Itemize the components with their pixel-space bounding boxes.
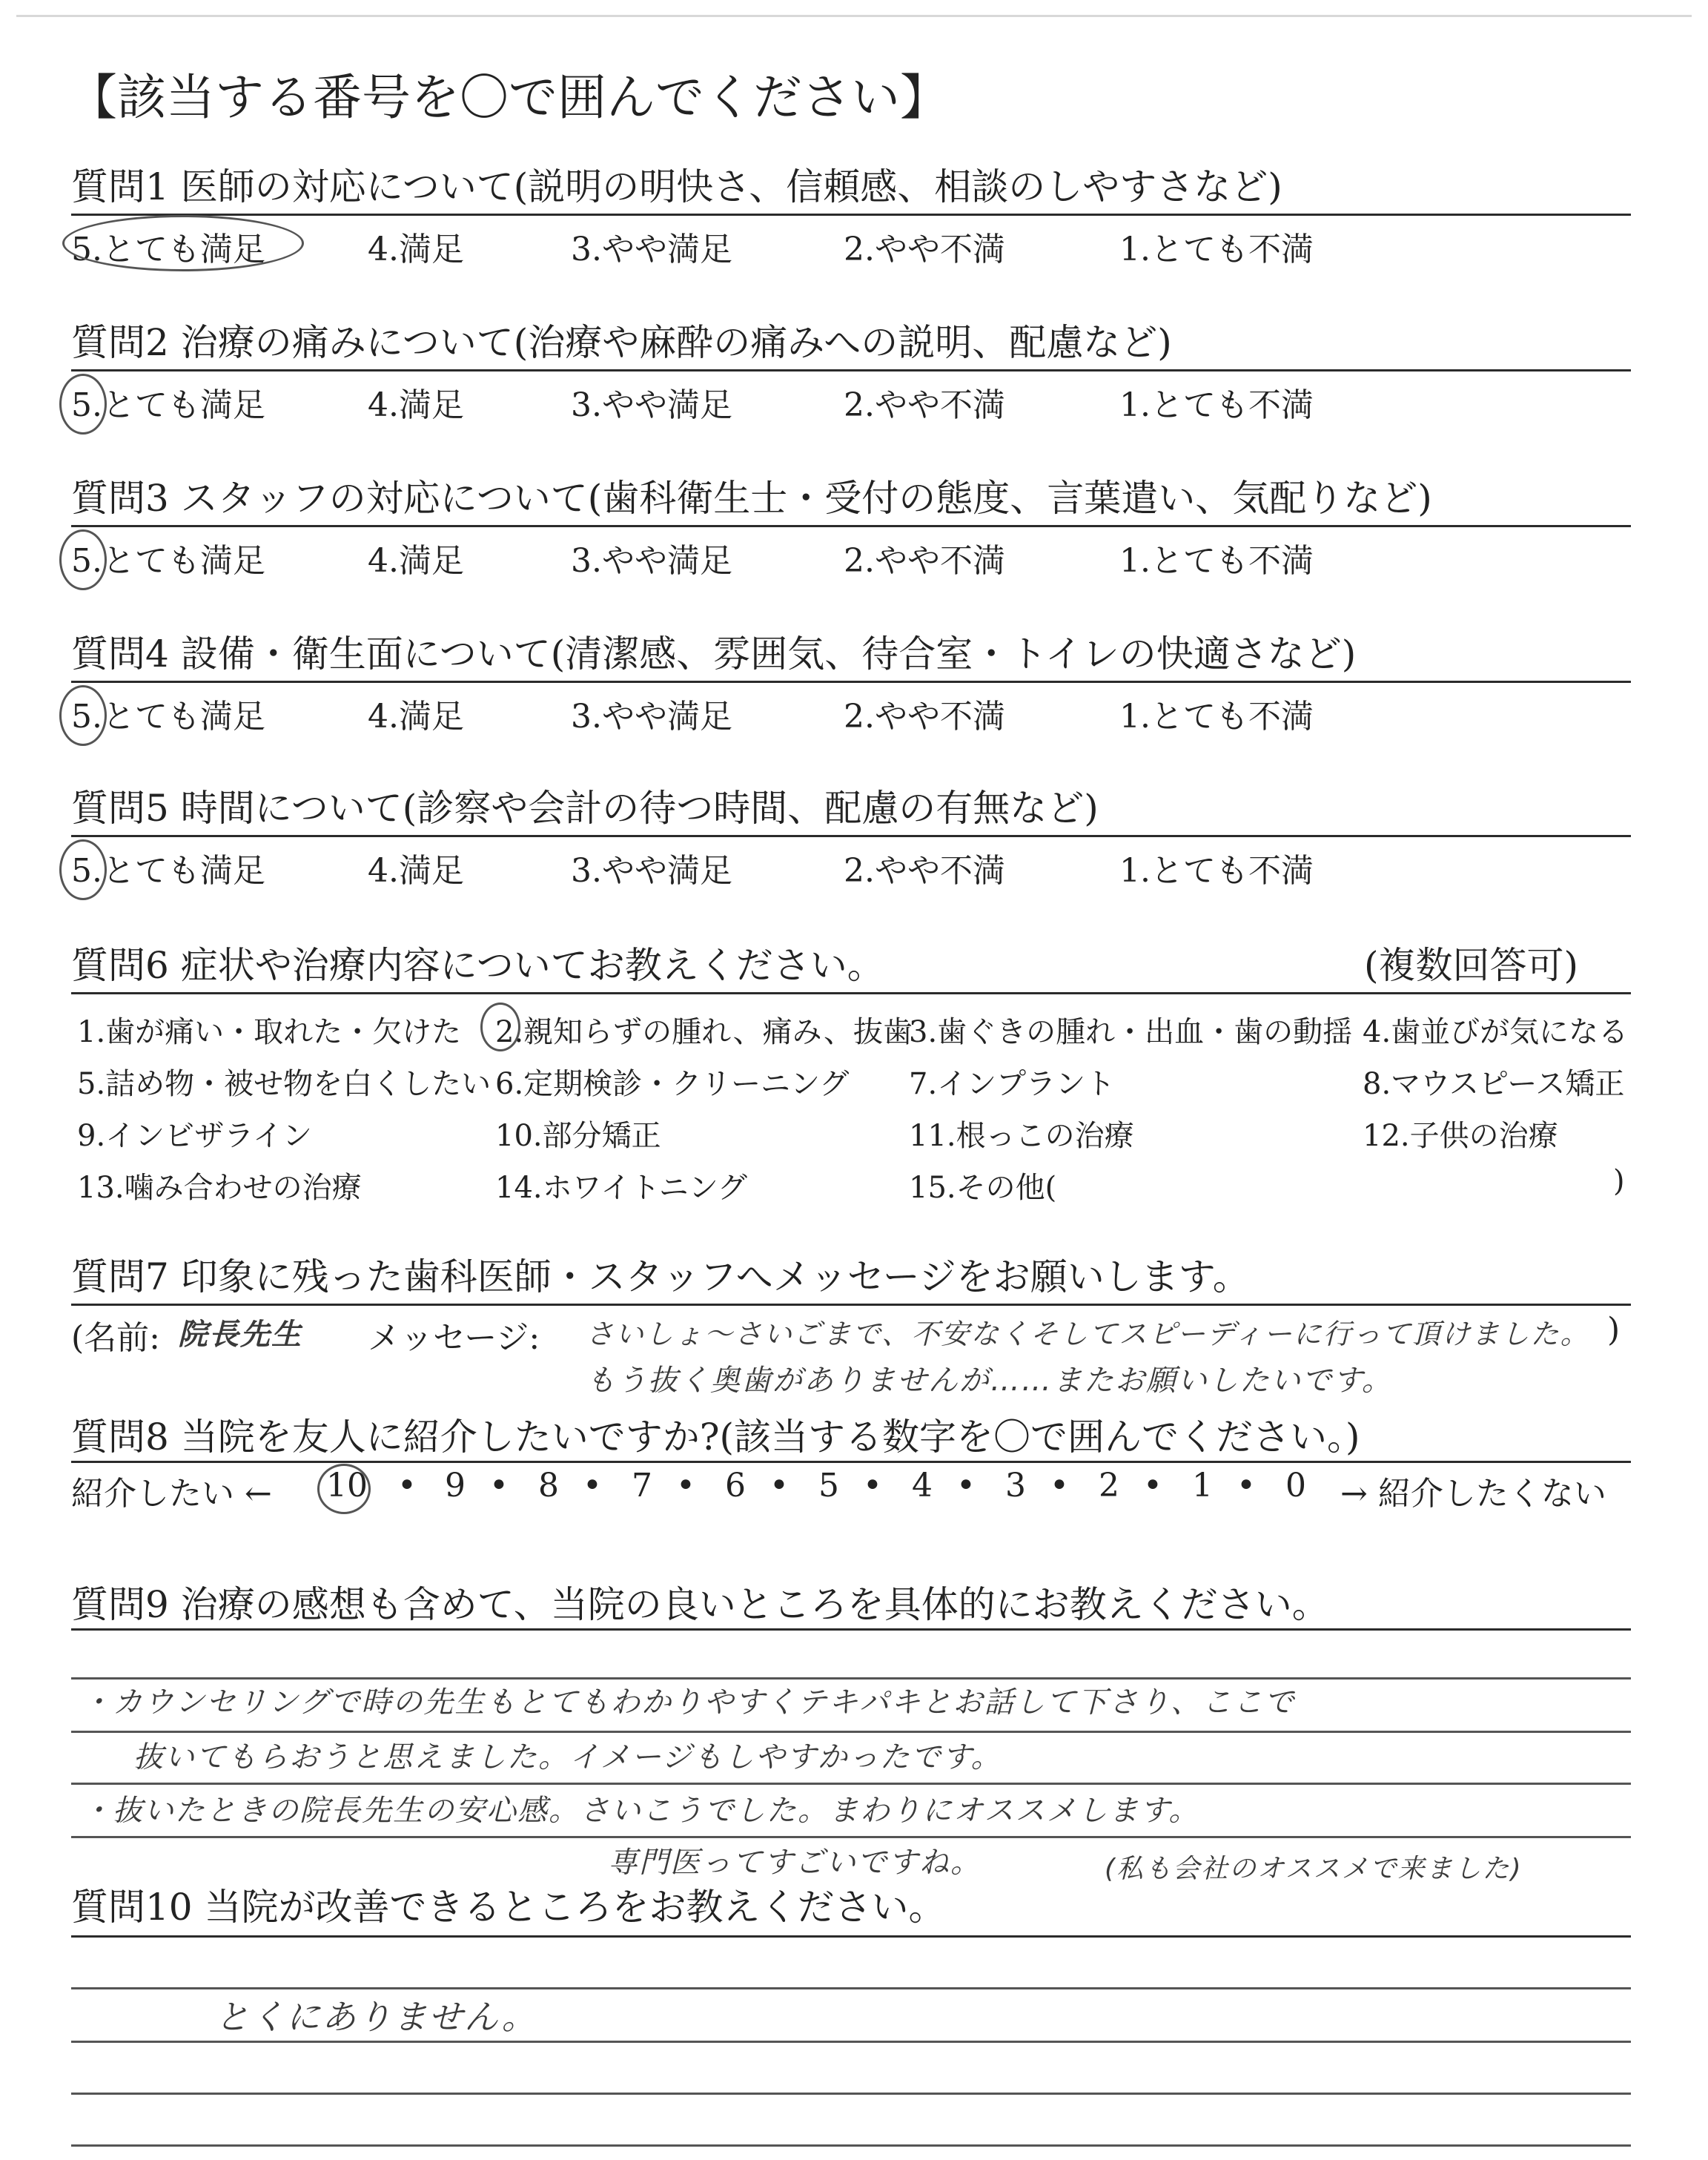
q8-selection-circle	[317, 1464, 371, 1514]
q10-rule-4	[71, 2093, 1631, 2095]
q3-option[interactable]: 2.やや不満	[844, 542, 1005, 580]
q3-option[interactable]: 1.とても不満	[1119, 542, 1314, 580]
q5-title: 質問5 時間について(診察や会計の待つ時間、配慮の有無など)	[71, 787, 1099, 830]
q9-rule-4	[71, 1783, 1631, 1785]
q2-option[interactable]: 5.とても満足	[71, 386, 265, 424]
q7-message-line2: もう抜く奥歯がありませんが……またお願いしたいです。	[586, 1364, 1393, 1398]
q2-option[interactable]: 3.やや満足	[571, 386, 732, 424]
q5-option[interactable]: 2.やや不満	[844, 852, 1005, 890]
q3-rule	[71, 525, 1631, 527]
q6-rule	[71, 992, 1631, 994]
q1-option[interactable]: 3.やや満足	[571, 231, 732, 268]
q8-scale-separator: •	[583, 1467, 602, 1505]
q7-rule	[71, 1304, 1631, 1306]
q2-title: 質問2 治療の痛みについて(治療や麻酔の痛みへの説明、配慮など)	[71, 321, 1172, 364]
q8-scale-separator: •	[956, 1467, 976, 1505]
q5-option[interactable]: 5.とても満足	[71, 852, 265, 890]
q8-scale-separator: •	[1237, 1467, 1256, 1505]
q3-option[interactable]: 3.やや満足	[571, 542, 732, 580]
q1-title: 質問1 医師の対応について(説明の明快さ、信頼感、相談のしやすさなど)	[71, 165, 1282, 208]
q5-option[interactable]: 1.とても不満	[1119, 852, 1314, 890]
q1-option[interactable]: 5.とても満足	[71, 231, 265, 268]
q7-name-value: 院長先生	[178, 1318, 302, 1352]
q6-note: (複数回答可)	[1364, 944, 1579, 987]
q8-scale-value[interactable]: 0	[1285, 1467, 1306, 1505]
q9-line5: (私も会社のオススメで来ました)	[1105, 1854, 1523, 1884]
q4-option[interactable]: 2.やや不満	[844, 698, 1005, 736]
q7-message-line1: さいしょ〜さいごまで、不安なくそしてスピーディーに行って頂けました。	[586, 1318, 1590, 1350]
q4-rule	[71, 681, 1631, 683]
q6-option[interactable]: 14.ホワイトニング	[495, 1171, 748, 1205]
q1-rule	[71, 214, 1631, 216]
q6-title: 質問6 症状や治療内容についてお教えください。	[71, 944, 884, 987]
q6-option[interactable]: 4.歯並びが気になる	[1363, 1015, 1629, 1049]
q2-rule	[71, 369, 1631, 371]
q6-option[interactable]: 12.子供の治療	[1363, 1119, 1558, 1153]
q4-option[interactable]: 4.満足	[368, 698, 464, 736]
q6-option[interactable]: 15.その他(	[909, 1171, 1057, 1205]
q4-option[interactable]: 1.とても不満	[1119, 698, 1314, 736]
q5-option[interactable]: 3.やや満足	[571, 852, 732, 890]
q8-right-label: → 紹介したくない	[1340, 1475, 1606, 1513]
q8-scale-separator: •	[1143, 1467, 1162, 1505]
q4-option[interactable]: 5.とても満足	[71, 698, 265, 736]
q6-selection-circle	[480, 1003, 520, 1051]
q10-rule-1	[71, 1935, 1631, 1938]
form-heading: 【該当する番号を〇で囲んでください】	[68, 69, 949, 126]
q10-rule-3	[71, 2041, 1631, 2043]
q5-selection-circle	[59, 839, 107, 900]
q8-scale-value[interactable]: 7	[632, 1467, 652, 1505]
q8-scale-separator: •	[769, 1467, 789, 1505]
q6-option[interactable]: 10.部分矯正	[495, 1119, 661, 1153]
q9-line2: 抜いてもらおうと思えました。イメージもしやすかったです。	[133, 1740, 1002, 1774]
q8-title: 質問8 当院を友人に紹介したいですか?(該当する数字を〇で囲んでください。)	[71, 1416, 1360, 1459]
q1-option[interactable]: 2.やや不満	[844, 231, 1005, 268]
q6-option[interactable]: 11.根っこの治療	[909, 1119, 1134, 1153]
q7-close-paren: )	[1607, 1311, 1621, 1349]
q10-rule-2	[71, 1987, 1631, 1989]
q6-option[interactable]: 9.インビザライン	[77, 1119, 312, 1153]
q1-selection-circle	[62, 215, 304, 271]
q8-scale-value[interactable]: 2	[1099, 1467, 1119, 1505]
q2-option[interactable]: 4.満足	[368, 386, 464, 424]
q1-option[interactable]: 4.満足	[368, 231, 464, 268]
q8-left-label: 紹介したい ←	[71, 1475, 272, 1513]
q10-rule-5	[71, 2144, 1631, 2147]
q8-scale-value[interactable]: 5	[818, 1467, 839, 1505]
q3-option[interactable]: 5.とても満足	[71, 542, 265, 580]
q5-rule	[71, 835, 1631, 837]
q10-title: 質問10 当院が改善できるところをお教えください。	[71, 1886, 946, 1929]
q1-option[interactable]: 1.とても不満	[1119, 231, 1314, 268]
q9-line1: ・カウンセリングで時の先生もとてもわかりやすくテキパキとお話して下さり、ここで	[82, 1685, 1296, 1720]
q8-scale-value[interactable]: 10	[326, 1467, 368, 1505]
q8-scale-value[interactable]: 4	[912, 1467, 933, 1505]
q6-option[interactable]: 2.親知らずの腫れ、痛み、抜歯	[495, 1015, 913, 1049]
q8-scale-separator: •	[676, 1467, 695, 1505]
q9-title: 質問9 治療の感想も含めて、当院の良いところを具体的にお教えください。	[71, 1583, 1329, 1626]
q8-scale-value[interactable]: 8	[538, 1467, 559, 1505]
q6-option[interactable]: 7.インプラント	[909, 1067, 1116, 1101]
page-top-border	[16, 15, 1692, 17]
q6-option[interactable]: 13.噛み合わせの治療	[77, 1171, 362, 1205]
q8-scale-value[interactable]: 3	[1005, 1467, 1026, 1505]
q7-message-label: メッセージ:	[368, 1319, 540, 1357]
q8-scale-separator: •	[1050, 1467, 1069, 1505]
q8-scale-value[interactable]: 1	[1192, 1467, 1213, 1505]
q8-scale-value[interactable]: 9	[445, 1467, 466, 1505]
q7-name-label: (名前:	[71, 1319, 160, 1357]
q9-rule-3	[71, 1731, 1631, 1733]
q8-rule	[71, 1461, 1631, 1463]
q8-scale-value[interactable]: 6	[725, 1467, 746, 1505]
q6-option[interactable]: 1.歯が痛い・取れた・欠けた	[77, 1015, 462, 1049]
q3-title: 質問3 スタッフの対応について(歯科衛生士・受付の態度、言葉遣い、気配りなど)	[71, 477, 1432, 520]
q3-selection-circle	[59, 529, 107, 590]
q9-line3: ・抜いたときの院長先生の安心感。さいこうでした。まわりにオススメします。	[82, 1794, 1200, 1828]
q2-option[interactable]: 1.とても不満	[1119, 386, 1314, 424]
q6-option[interactable]: 3.歯ぐきの腫れ・出血・歯の動揺	[909, 1015, 1353, 1049]
q8-scale-separator: •	[397, 1467, 417, 1505]
q6-option: )	[1613, 1164, 1625, 1198]
q6-option[interactable]: 8.マウスピース矯正	[1363, 1067, 1625, 1101]
q2-option[interactable]: 2.やや不満	[844, 386, 1005, 424]
q7-title: 質問7 印象に残った歯科医師・スタッフへメッセージをお願いします。	[71, 1255, 1250, 1298]
q4-title: 質問4 設備・衛生面について(清潔感、雰囲気、待合室・トイレの快適さなど)	[71, 633, 1357, 676]
q9-rule-1	[71, 1628, 1631, 1631]
q8-scale-separator: •	[489, 1467, 509, 1505]
q3-option[interactable]: 4.満足	[368, 542, 464, 580]
q10-answer: とくにありません。	[215, 1997, 537, 2037]
q9-rule-5	[71, 1836, 1631, 1838]
q9-line4: 専門医ってすごいですね。	[608, 1846, 982, 1880]
q6-option[interactable]: 6.定期検診・クリーニング	[495, 1067, 850, 1101]
q4-selection-circle	[59, 685, 107, 746]
q4-option[interactable]: 3.やや満足	[571, 698, 732, 736]
q5-option[interactable]: 4.満足	[368, 852, 464, 890]
q2-selection-circle	[59, 374, 107, 435]
q6-option[interactable]: 5.詰め物・被せ物を白くしたい	[77, 1067, 491, 1101]
q8-scale-separator: •	[863, 1467, 882, 1505]
